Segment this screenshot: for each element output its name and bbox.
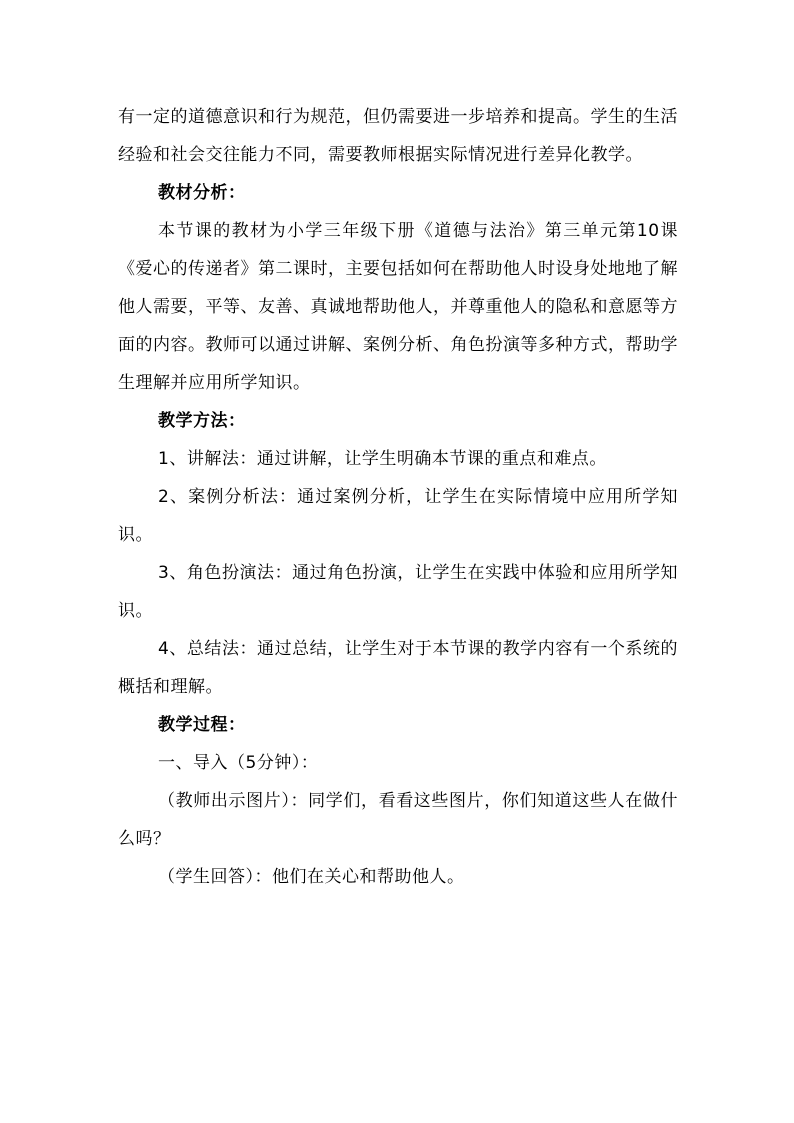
- intro-continuation-paragraph: 有一定的道德意识和行为规范，但仍需要进一步培养和提高。学生的生活经验和社会交往能力不同，需要教师根据实际情况进行差异化教学。: [118, 107, 678, 165]
- process-step-intro-heading: 一、导入（5分钟）：: [158, 753, 319, 773]
- section-heading-teaching-process: 教学过程：: [158, 715, 246, 735]
- section-heading-teaching-methods: 教学方法：: [158, 411, 246, 431]
- section-heading-textbook-analysis: 教材分析：: [158, 183, 246, 203]
- method-lecture-paragraph: 1、讲解法：通过讲解，让学生明确本节课的重点和难点。: [158, 449, 607, 469]
- method-role-play-paragraph: 3、角色扮演法：通过角色扮演，让学生在实践中体验和应用所学知识。: [118, 563, 678, 621]
- method-summary-paragraph: 4、总结法：通过总结，让学生对于本节课的教学内容有一个系统的概括和理解。: [118, 639, 678, 697]
- method-case-analysis-paragraph: 2、案例分析法：通过案例分析，让学生在实际情境中应用所学知识。: [118, 487, 678, 545]
- student-answer-paragraph: （学生回答）：他们在关心和帮助他人。: [158, 867, 465, 887]
- document-body: [118, 98, 678, 896]
- teacher-prompt-paragraph: （教师出示图片）：同学们，看看这些图片，你们知道这些人在做什么吗？: [118, 791, 678, 849]
- textbook-analysis-paragraph: 本节课的教材为小学三年级下册《道德与法治》第三单元第10课《爱心的传递者》第二课时，主要包括如何在帮助他人时设身处地地了解他人需要，平等、友善、真诚地帮助他人，并尊重他人的隐私和意愿等方面的内容。教师可以通过讲解、案例分析、角色扮演等多种方式，帮助学生理解并应用所学知识。: [118, 221, 678, 393]
